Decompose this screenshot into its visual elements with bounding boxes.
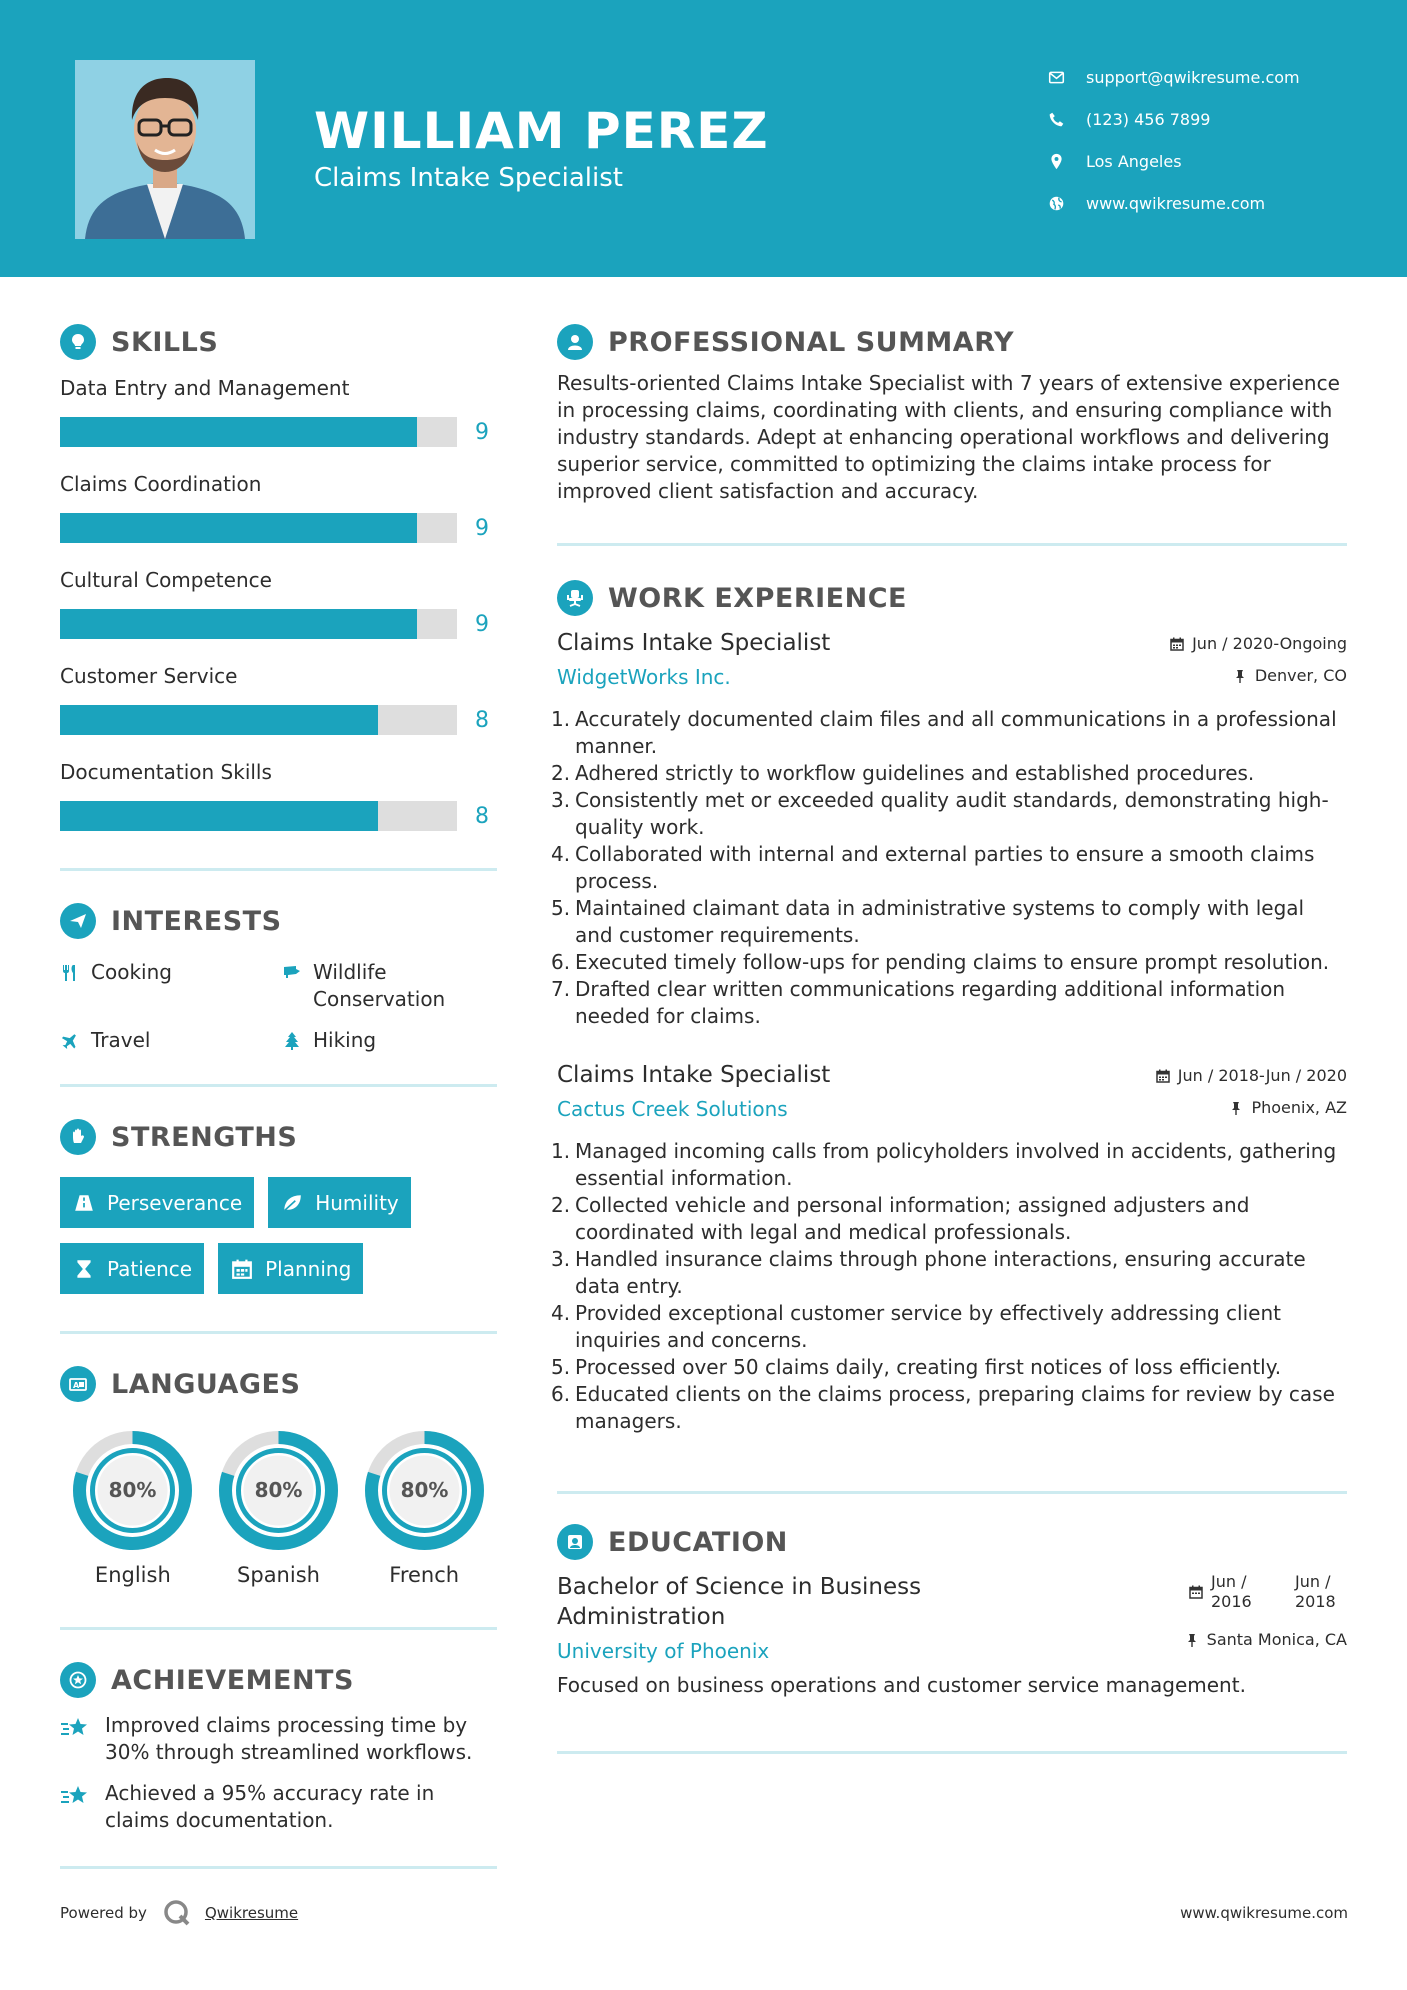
interest-item (60, 1027, 282, 1058)
achievement-item (60, 1780, 497, 1834)
interests-section (60, 897, 497, 1058)
calendar-icon (231, 1258, 253, 1280)
person-portrait-image (75, 60, 255, 239)
skill-item (60, 568, 497, 654)
strengths-heading (60, 1113, 497, 1161)
job-bullet: 4. Provided exceptional customer service by effectively addressing client inquiries and concerns. (551, 1301, 1281, 1352)
tree-icon (282, 1027, 313, 1058)
skill-item (60, 760, 497, 846)
language-name: French (389, 1563, 460, 1587)
skills-title: SKILLS (111, 326, 219, 358)
job-bullets (551, 706, 1347, 1030)
skill-name: Documentation Skills (60, 760, 272, 784)
skill-bar (60, 801, 457, 831)
contact-website[interactable] (1048, 182, 1300, 224)
footer-powered-by (60, 1898, 298, 1928)
skills-section (60, 318, 497, 846)
skill-level: 8 (475, 707, 489, 733)
school-name: University of Phoenix (557, 1639, 770, 1663)
skill-bar-fill (60, 513, 417, 543)
job-bullets (551, 1138, 1347, 1435)
contact-email[interactable] (1048, 56, 1300, 98)
achievements-section (60, 1656, 497, 1834)
contact-location-text: Los Angeles (1086, 151, 1182, 171)
skill-name: Customer Service (60, 664, 238, 688)
skill-bar-fill (60, 705, 378, 735)
calendar-icon (1189, 1585, 1203, 1599)
education-location: Santa Monica, CA (1206, 1630, 1347, 1649)
languages-section (60, 1360, 497, 1587)
skill-item (60, 472, 497, 558)
summary-text: Results-oriented Claims Intake Specialist with 7 years of extensive experience in processing claims, coordinating with clients, and ensuring compliance with industry standards. Adept at enhancing operational workflows and delivering superior service, committed to optimizing the claims intake process for improved client satisfaction and accuracy. (557, 371, 1340, 503)
user-icon (557, 324, 593, 360)
strengths-list (60, 1177, 497, 1309)
contact-phone-text: (123) 456 7899 (1086, 109, 1211, 129)
graduate-icon (557, 1524, 593, 1560)
job-bullet: 3. Consistently met or exceeded quality audit standards, demonstrating high-quality work. (551, 788, 1329, 839)
section-divider (60, 868, 497, 871)
language-percent: 80% (254, 1478, 303, 1502)
interest-item (60, 959, 282, 1013)
interests-title: INTERESTS (111, 905, 282, 937)
strength-label: Perseverance (107, 1190, 243, 1215)
languages-heading (60, 1360, 497, 1408)
resume-header (0, 0, 1407, 277)
left-column (60, 318, 497, 1869)
job-bullet: 6. Executed timely follow-ups for pending claims to ensure prompt resolution. (551, 950, 1330, 974)
strength-tag (268, 1177, 411, 1228)
globe-icon (1048, 195, 1086, 212)
paper-plane-icon (60, 903, 96, 939)
footer-website[interactable]: www.qwikresume.com (1180, 1904, 1348, 1922)
pushpin-icon (1233, 669, 1247, 683)
skill-item (60, 664, 497, 750)
calendar-icon (1156, 1069, 1170, 1083)
road-icon (73, 1192, 95, 1214)
section-divider (60, 1866, 497, 1869)
job-location: Phoenix, AZ (1251, 1098, 1347, 1117)
skill-bar (60, 705, 457, 735)
job-company: Cactus Creek Solutions (557, 1097, 788, 1121)
strength-tag (60, 1243, 204, 1294)
skill-name: Claims Coordination (60, 472, 262, 496)
interest-label: Wildlife Conservation (313, 960, 446, 1011)
job-title: Claims Intake Specialist (557, 1062, 831, 1088)
leaf-icon (281, 1192, 303, 1214)
skill-bar-fill (60, 609, 417, 639)
section-divider (557, 543, 1347, 546)
skill-level: 8 (475, 803, 489, 829)
language-item (206, 1430, 352, 1587)
interests-list (60, 959, 497, 1058)
job-bullet: 1. Accurately documented claim files and all communications in a professional manner. (551, 707, 1337, 758)
experience-heading (557, 574, 1347, 622)
interest-label: Travel (91, 1028, 151, 1052)
job-bullet: 2. Adhered strictly to workflow guidelines and established procedures. (551, 761, 1255, 785)
education-start: Jun / 2016 (1211, 1572, 1252, 1611)
interest-item (282, 959, 497, 1013)
language-percent: 80% (108, 1478, 157, 1502)
skill-level: 9 (475, 611, 489, 637)
languages-title: LANGUAGES (111, 1368, 301, 1400)
skill-name: Data Entry and Management (60, 376, 350, 400)
candidate-name: WILLIAM PEREZ (314, 102, 769, 160)
contact-list (1048, 56, 1300, 224)
language-ring (72, 1430, 193, 1551)
language-ring (364, 1430, 485, 1551)
strength-tag (218, 1243, 363, 1294)
achievements-heading (60, 1656, 497, 1704)
strength-tag (60, 1177, 254, 1228)
section-divider (60, 1331, 497, 1334)
skills-list (60, 376, 497, 846)
education-heading (557, 1518, 1347, 1566)
job-dates: Jun / 2020-Ongoing (1192, 634, 1347, 653)
language-percent: 80% (400, 1478, 449, 1502)
job-bullet: 1. Managed incoming calls from policyholders involved in accidents, gathering essential information. (551, 1139, 1337, 1190)
section-divider (557, 1751, 1347, 1754)
phone-icon (1048, 111, 1086, 128)
skill-bar-fill (60, 801, 378, 831)
svg-text:A: A (73, 1381, 80, 1390)
education-meta (1185, 1572, 1347, 1656)
experience-title: WORK EXPERIENCE (608, 582, 907, 614)
summary-title: PROFESSIONAL SUMMARY (608, 326, 1015, 358)
language-item (351, 1430, 497, 1587)
summary-section (557, 318, 1347, 505)
brand-link[interactable]: Qwikresume (204, 1904, 299, 1922)
skill-bar (60, 417, 457, 447)
job-bullet: 4. Collaborated with internal and external parties to ensure a smooth claims process. (551, 842, 1315, 893)
candidate-title: Claims Intake Specialist (314, 163, 623, 193)
job-company: WidgetWorks Inc. (557, 665, 731, 689)
skills-heading (60, 318, 497, 366)
job-bullet: 7. Drafted clear written communications regarding additional information needed for claims. (551, 977, 1286, 1028)
powered-by-text: Powered by (60, 1904, 147, 1922)
summary-heading (557, 318, 1347, 366)
section-divider (557, 1491, 1347, 1494)
strength-label: Planning (265, 1256, 352, 1281)
job-location: Denver, CO (1254, 666, 1347, 685)
calendar-icon (1170, 637, 1184, 651)
experience-section (551, 574, 1347, 1435)
job-meta (1156, 1060, 1347, 1124)
plane-icon (60, 1027, 91, 1058)
utensils-icon (60, 959, 91, 1013)
envelope-icon (1048, 69, 1086, 86)
achievement-text: Achieved a 95% accuracy rate in claims documentation. (105, 1781, 435, 1832)
fist-icon (60, 1119, 96, 1155)
right-column (551, 318, 1347, 1754)
shooting-star-icon (60, 1712, 105, 1766)
contact-email-text: support@qwikresume.com (1086, 67, 1300, 87)
education-section (557, 1518, 1347, 1699)
strength-label: Patience (107, 1256, 193, 1281)
interest-label: Cooking (91, 960, 172, 984)
office-chair-icon (557, 580, 593, 616)
job-meta (1170, 628, 1347, 692)
pushpin-icon (1185, 1633, 1199, 1647)
lightbulb-icon (60, 324, 96, 360)
hourglass-icon (73, 1258, 95, 1280)
skill-bar (60, 609, 457, 639)
section-divider (60, 1084, 497, 1087)
language-item (60, 1430, 206, 1587)
achievements-list (60, 1712, 497, 1834)
contact-phone[interactable] (1048, 98, 1300, 140)
skill-bar (60, 513, 457, 543)
education-entry (557, 1572, 1347, 1699)
degree-name: Bachelor of Science in Business Administration (557, 1574, 922, 1630)
education-description: Focused on business operations and customer service management. (557, 1673, 1246, 1697)
achievement-item (60, 1712, 497, 1766)
strengths-title: STRENGTHS (111, 1121, 298, 1153)
job-bullet: 2. Collected vehicle and personal information; assigned adjusters and coordinated with legal and medical professionals. (551, 1193, 1250, 1244)
strengths-section (60, 1113, 497, 1309)
skill-level: 9 (475, 419, 489, 445)
education-end: Jun / 2018 (1295, 1572, 1336, 1611)
star-badge-icon (60, 1662, 96, 1698)
pushpin-icon (1229, 1101, 1243, 1115)
language-icon (60, 1366, 96, 1402)
education-title: EDUCATION (608, 1526, 788, 1558)
language-name: English (94, 1563, 171, 1587)
strength-label: Humility (315, 1190, 399, 1215)
language-name: Spanish (237, 1563, 320, 1587)
job-title: Claims Intake Specialist (557, 630, 831, 656)
flag-icon (282, 959, 313, 1013)
job-entry (551, 628, 1347, 1030)
languages-list (60, 1430, 497, 1587)
interest-item (282, 1027, 497, 1058)
map-pin-icon (1048, 153, 1086, 170)
job-dates: Jun / 2018-Jun / 2020 (1177, 1066, 1347, 1085)
contact-location (1048, 140, 1300, 182)
skill-item (60, 376, 497, 462)
profile-photo (75, 60, 255, 239)
achievement-text: Improved claims processing time by 30% through streamlined workflows. (105, 1713, 473, 1764)
language-ring (218, 1430, 339, 1551)
job-bullet: 6. Educated clients on the claims process, preparing claims for review by case managers. (551, 1382, 1335, 1433)
job-bullet: 3. Handled insurance claims through phone interactions, ensuring accurate data entry. (551, 1247, 1306, 1298)
job-entry (551, 1060, 1347, 1435)
interests-heading (60, 897, 497, 945)
achievements-title: ACHIEVEMENTS (111, 1664, 354, 1696)
shooting-star-icon (60, 1780, 105, 1834)
skill-level: 9 (475, 515, 489, 541)
contact-website-text: www.qwikresume.com (1086, 193, 1266, 213)
skill-name: Cultural Competence (60, 568, 272, 592)
skill-bar-fill (60, 417, 417, 447)
job-bullet: 5. Processed over 50 claims daily, creating first notices of loss efficiently. (551, 1355, 1282, 1379)
qwikresume-logo-icon (162, 1898, 192, 1928)
job-bullet: 5. Maintained claimant data in administrative systems to comply with legal and customer requirements. (551, 896, 1305, 947)
interest-label: Hiking (313, 1028, 377, 1052)
section-divider (60, 1627, 497, 1630)
